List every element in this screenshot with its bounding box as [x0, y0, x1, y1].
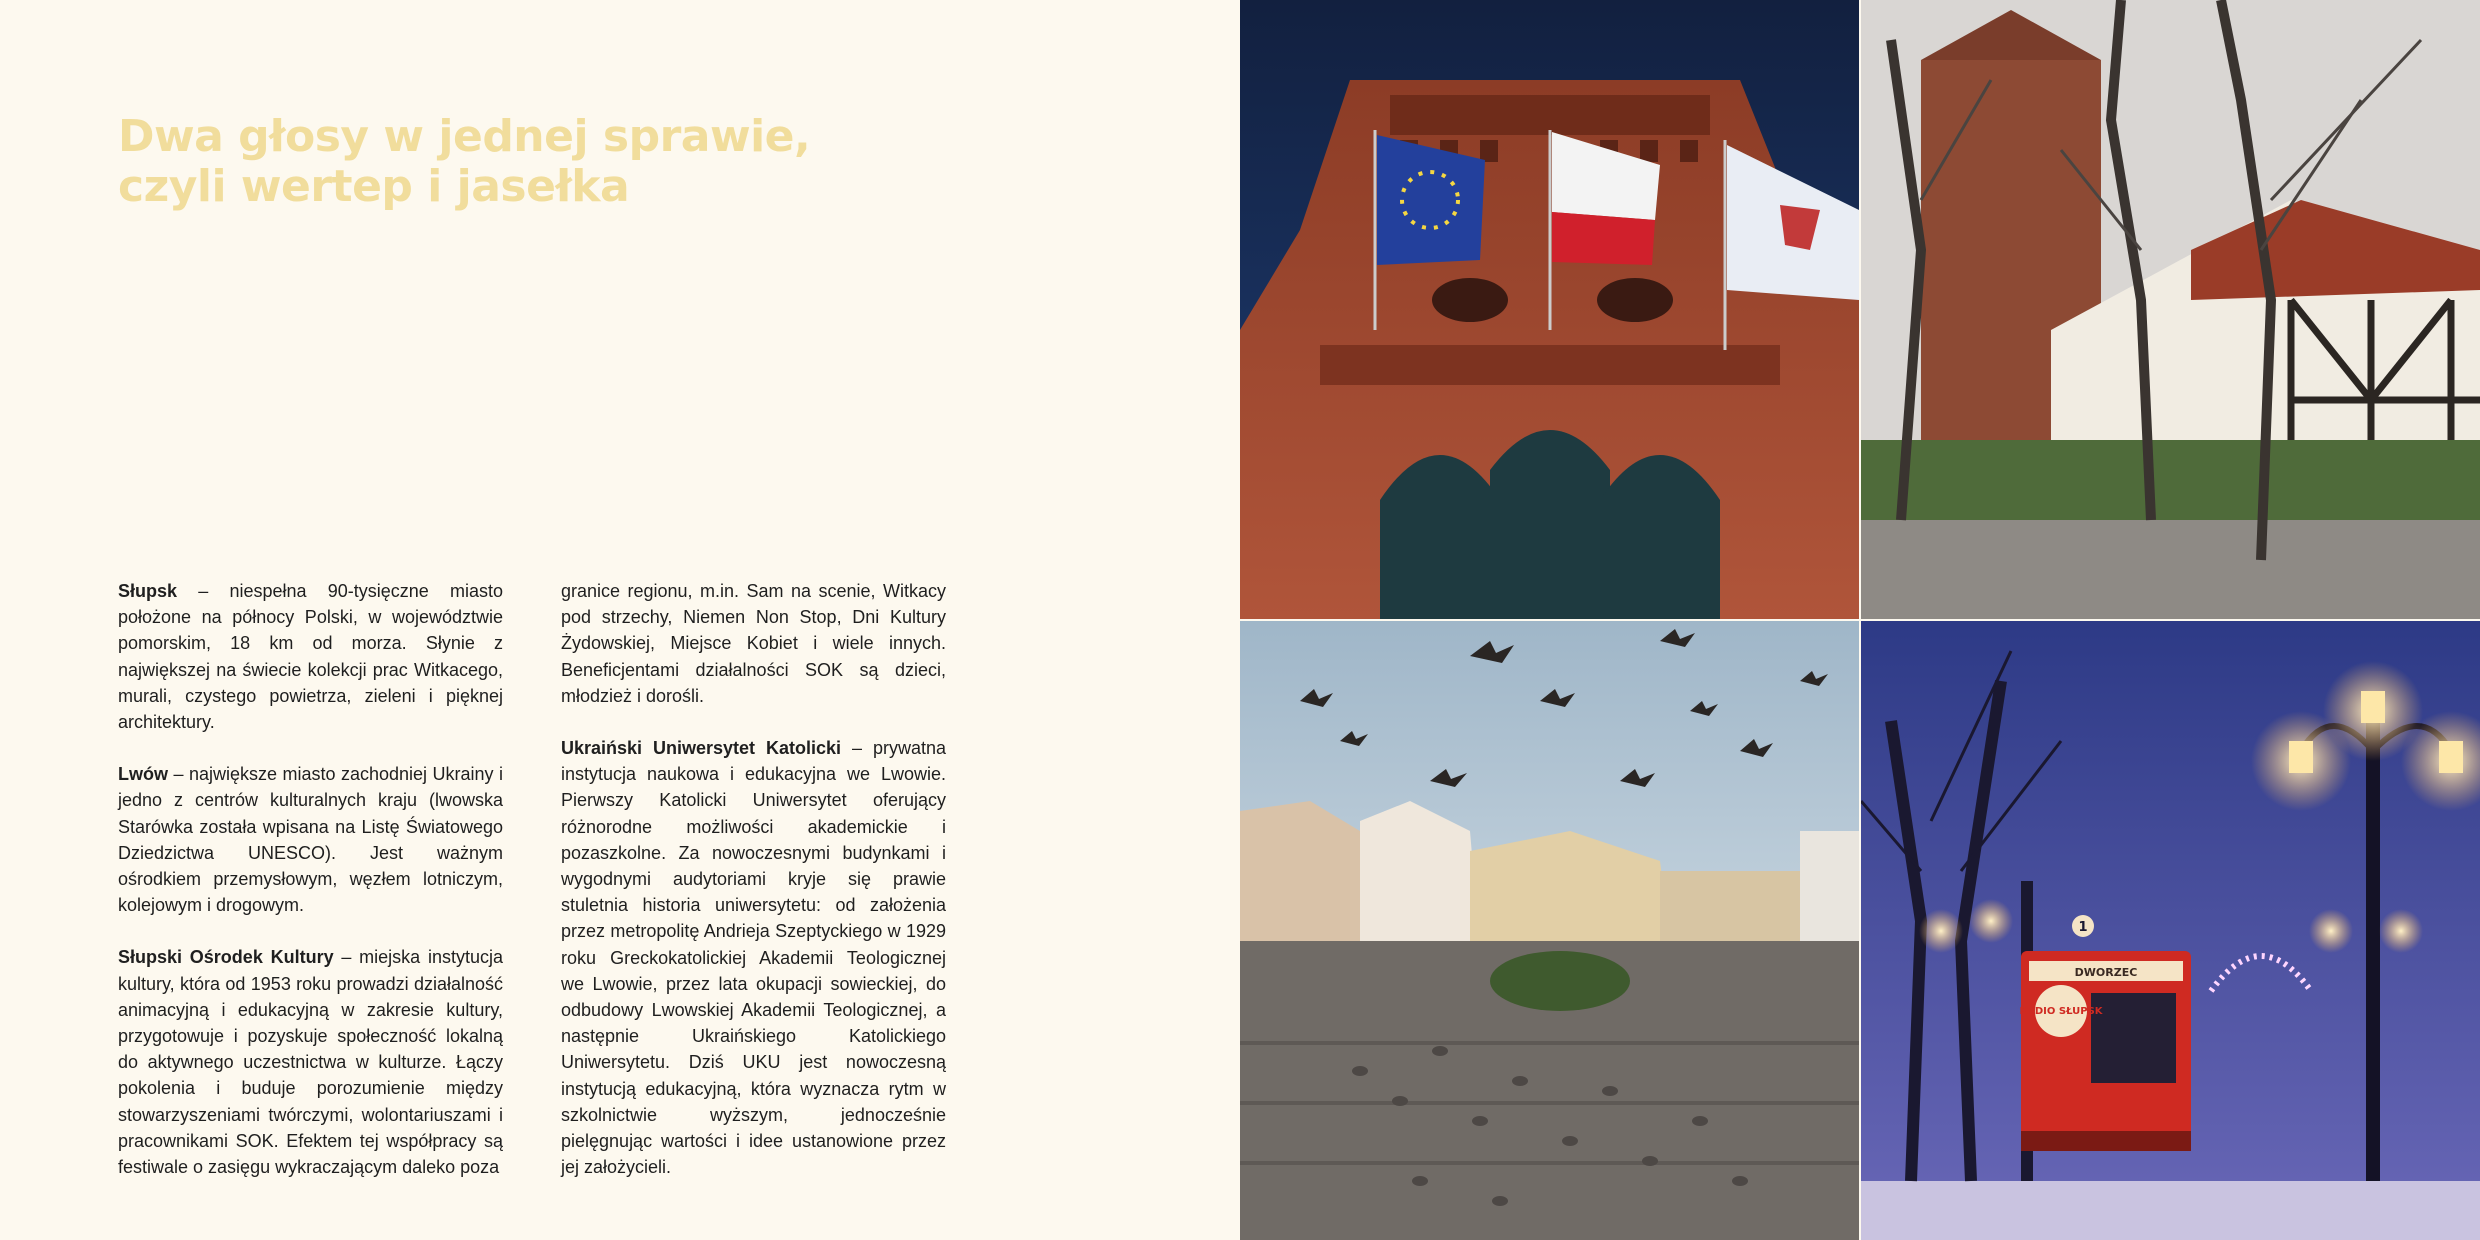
photo-half-timbered-house: [1861, 0, 2480, 619]
photo-square-pigeons: [1240, 621, 1859, 1240]
text-column-left: [118, 578, 503, 1206]
paragraph-lead: Ukraiński Uniwersytet Katolicki: [561, 738, 842, 759]
paragraph-text: – miejska instytucja kultury, która od 1953 roku prowadzi działalność animacyjną i edukacyjną w zakresie kultury, przygotowuje i pozyskuje społeczność lokalną do aktywnego uczestnictwa w kulturze. Łączy pokolenia i buduje porozumienie między stowarzyszeniami twórczymi, wolontariuszami i pracownikami SOK. Efektem tej współpracy są festiwale o zasięgu wykraczającym daleko poza: [118, 947, 503, 1178]
paragraph-slupsk: [118, 578, 503, 735]
tram-destination: DWORZEC: [2074, 966, 2138, 979]
article-title-line-1: Dwa głosy w jednej sprawie,: [118, 111, 811, 162]
paragraph-text: granice regionu, m.in. Sam na scenie, Witkacy pod strzechy, Niemen Non Stop, Dni Kultury Żydowskiej, Miejsce Kobiet i wiele innych. Beneficjentami działalności SOK są dzieci, młodzież i dorośli.: [561, 581, 946, 706]
paragraph-text: – niespełna 90-tysięczne miasto położone na północy Polski, w województwie pomorskim, 18 km od morza. Słynie z największej na świecie kolekcji prac Witkacego, murali, czystego powietrza, zieleni i pięknej architektury.: [118, 581, 503, 733]
paragraph-text: – prywatna instytucja naukowa i edukacyjna we Lwowie. Pierwszy Katolicki Uniwersytet oferujący różnorodne możliwości akademickie i pozaszkolne. Za nowoczesnymi budynkami i wygodnymi audytoriami kryje się prawie stuletnia historia uniwersytetu: od założenia przez metropolitę Andrieja Szeptyckiego w 1929 roku Greckokatolickiej Akademii Teologicznej we Lwowie, przez lata okupacji sowieckiej, do odbudowy Lwowskiej Akademii Teologicznej, a następnie Ukraińskiego Katolickiego Uniwersytetu. Dziś UKU jest nowoczesną instytucją edukacyjną, która wyznacza rytm w szkolnictwie wyższym, jednocześnie pielęgnując wartości i idee ustanowione przez jej założycieli.: [561, 738, 946, 1178]
paragraph-uku: [561, 735, 946, 1180]
paragraph-lead: Lwów: [118, 764, 168, 785]
paragraph-text: – największe miasto zachodniej Ukrainy i jedno z centrów kulturalnych kraju (lwowska Starówka została wpisana na Listę Światowego Dziedzictwa UNESCO). Jest ważnym ośrodkiem przemysłowym, węzłem lotniczym, kolejowym i drogowym.: [118, 764, 503, 916]
photo-night-tram: [1861, 621, 2480, 1240]
article-title-line-2: czyli wertep i jasełka: [118, 161, 630, 212]
article-title: [118, 112, 878, 212]
tram-sign: RADIO SŁUPSK: [2019, 1006, 2103, 1017]
photo-grid: [1240, 0, 2480, 1240]
paragraph-lead: Słupski Ośrodek Kultury: [118, 947, 334, 968]
paragraph-lwow: [118, 761, 503, 918]
tram-route-number: 1: [2078, 920, 2088, 935]
paragraph-sok-continued: [561, 578, 946, 709]
paragraph-sok: [118, 944, 503, 1180]
photo-town-hall-flags: [1240, 0, 1859, 619]
paragraph-lead: Słupsk: [118, 581, 178, 601]
text-column-right: [561, 578, 946, 1206]
